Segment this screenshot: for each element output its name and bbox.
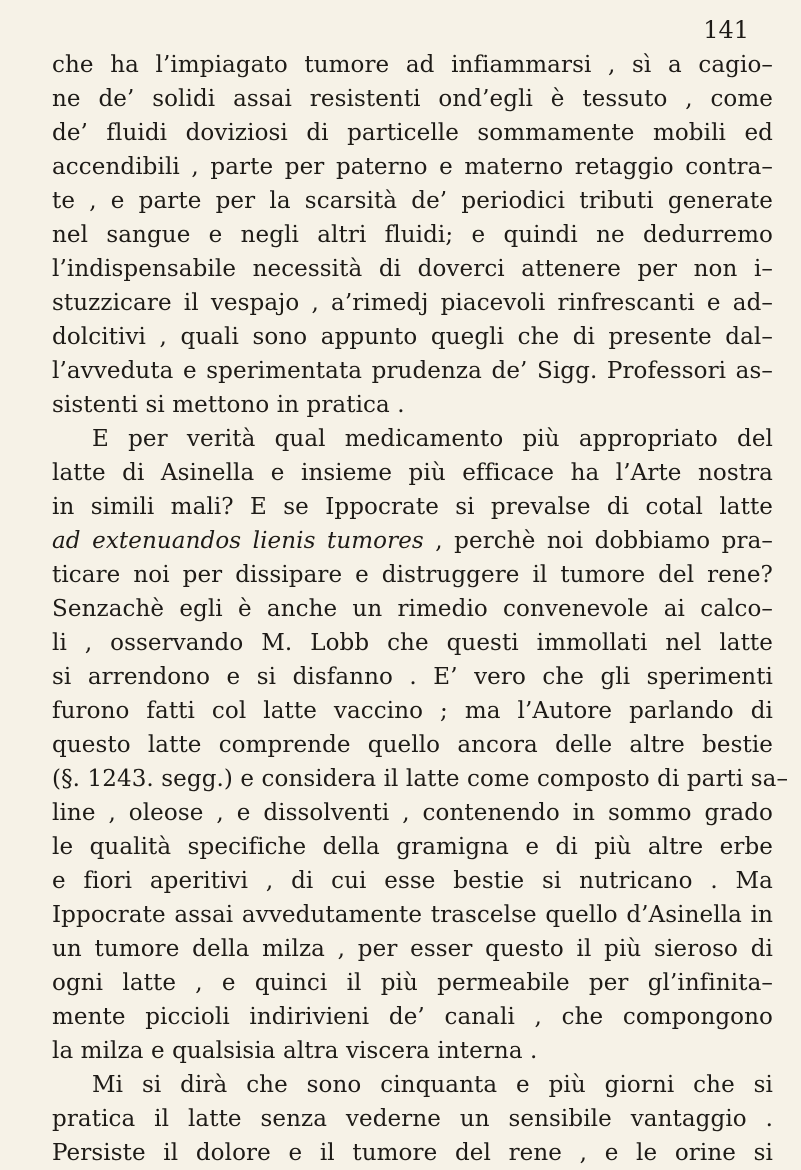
text-line: furono fatti col latte vaccino ; ma l’Autore parlando di bbox=[52, 698, 773, 724]
text-line: stuzzicare il vespajo , a’rimedj piacevoli rinfrescanti e ad– bbox=[52, 290, 773, 316]
text-line: dolcitivi , quali sono appunto quegli che di presente dal– bbox=[52, 324, 773, 350]
page-number: 141 bbox=[703, 16, 749, 44]
text-line: pratica il latte senza vederne un sensibile vantaggio . bbox=[52, 1106, 773, 1132]
text-line: si arrendono e si disfanno . E’ vero che gli sperimenti bbox=[52, 664, 773, 690]
text-line: questo latte comprende quello ancora delle altre bestie bbox=[52, 732, 773, 758]
text-line: Senzachè egli è anche un rimedio convenevole ai calco– bbox=[52, 596, 773, 622]
text-line: Mi si dirà che sono cinquanta e più giorni che si bbox=[92, 1072, 773, 1098]
text-line: che ha l’impiagato tumore ad infiammarsi , sì a cagio– bbox=[52, 52, 773, 78]
text-line-with-latin-quote: ad extenuandos lienis tumores , perchè noi dobbiamo pra– bbox=[52, 528, 774, 554]
text-line: e fiori aperitivi , di cui esse bestie si nutricano . Ma bbox=[52, 868, 773, 894]
text-line: ogni latte , e quinci il più permeabile per gl’infinita– bbox=[52, 970, 773, 996]
text-line: in simili mali? E se Ippocrate si prevalse di cotal latte bbox=[52, 494, 773, 520]
text-line: mente piccioli indirivieni de’ canali , che compongono bbox=[52, 1004, 773, 1030]
text-line: le qualità specifiche della gramigna e di più altre erbe bbox=[52, 834, 773, 860]
text-line: la milza e qualsisia altra viscera interna . bbox=[52, 1038, 538, 1064]
text-line: latte di Asinella e insieme più efficace ha l’Arte nostra bbox=[52, 460, 773, 486]
text-line: l’indispensabile necessità di doverci attenere per non i– bbox=[52, 256, 773, 282]
text-line: Persiste il dolore e il tumore del rene , e le orine si bbox=[52, 1140, 773, 1166]
text-line: de’ fluidi doviziosi di particelle sommamente mobili ed bbox=[52, 120, 773, 146]
body-text bbox=[52, 48, 789, 1170]
text-line: ne de’ solidi assai resistenti ond’egli è tessuto , come bbox=[52, 86, 773, 112]
text-line: te , e parte per la scarsità de’ periodici tributi generate bbox=[52, 188, 773, 214]
text-line: sistenti si mettono in pratica . bbox=[52, 392, 405, 418]
text-line: E per verità qual medicamento più appropriato del bbox=[92, 426, 773, 452]
text-line: Ippocrate assai avvedutamente trascelse quello d’Asinella in bbox=[52, 902, 773, 928]
text-line: nel sangue e negli altri fluidi; e quindi ne dedurremo bbox=[52, 222, 773, 248]
text-line: l’avveduta e sperimentata prudenza de’ Sigg. Professori as– bbox=[52, 358, 773, 384]
text-line: (§. 1243. segg.) e considera il latte come composto di parti sa– bbox=[52, 766, 789, 792]
text-line: li , osservando M. Lobb che questi immollati nel latte bbox=[52, 630, 773, 656]
text-line: ticare noi per dissipare e distruggere il tumore del rene? bbox=[52, 562, 773, 588]
text-line: accendibili , parte per paterno e materno retaggio contra– bbox=[52, 154, 773, 180]
text-line: line , oleose , e dissolventi , contenendo in sommo grado bbox=[52, 800, 773, 826]
text-line: un tumore della milza , per esser questo il più sieroso di bbox=[52, 936, 773, 962]
